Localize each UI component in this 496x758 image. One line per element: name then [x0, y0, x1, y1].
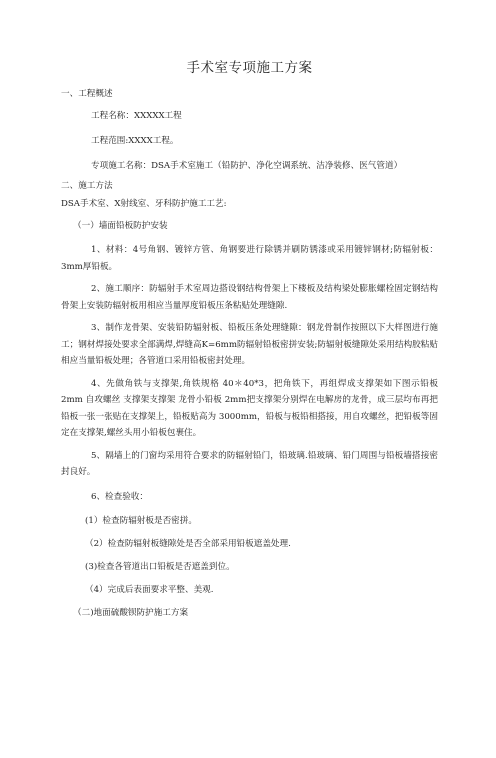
check-item-3: (3)检查各管道出口铅板是否遮盖到位。 [85, 562, 235, 572]
check-item-2: （2）检查防辐射板缝隙处是否全部采用铅板遮盖处理. [85, 539, 291, 549]
paragraph-sequence: 2、施工顺序：防辐射手术室周边搭设钢结构骨架上下楼板及结构梁处膨胀螺栓固定钢结构骨架上安装防辐射板用相应当量厚度铅板压条粘贴处理缝隙. [61, 284, 438, 311]
document-title: 手术室专项施工方案 [186, 60, 313, 76]
subsection-heading-wall-lead: （一）墙面铅板防护安装 [73, 221, 168, 231]
method-intro-line: DSA手术室、X射线室、牙科防护施工工艺: [61, 199, 227, 209]
check-item-4: （4）完成后表面要求平整、美观. [85, 585, 214, 595]
project-scope-line: 工程范围:XXXX工程。 [91, 136, 179, 146]
document-page [0, 56, 496, 758]
paragraph-materials: 1、材料：4号角钢、镀锌方管、角钢要进行除锈并刷防锈漆或采用镀锌钢材;防辐射板：3mm厚铅板。 [61, 245, 438, 272]
paragraph-framing: 3、制作龙骨架、安装铅防辐射板、铅板压条处理缝隙：钢龙骨制作按照以下大样图进行施工；钢材焊接处要求全部满焊,焊缝高K=6mm防辐射铅板密拼安装;防辐射板缝隙处采用结构胶粘贴相应当量铅板处理；各管道口采用铅板密封处理。 [61, 323, 438, 366]
special-construction-line: 专项施工名称：DSA手术室施工（铅防护、净化空调系统、洁净装修、医气管道） [91, 161, 403, 171]
paragraph-support-frame: 4、先做角铁与支撑架,角铁规格 40＊40*3，把角铁下，再组焊成支撑架如下图示铅板2mm 自攻螺丝 支撑架支撑架 龙骨小铅板 2mm把支撑架分别焊在电解房的龙骨，成三层均布再把铅板一张一张贴在支撑架上，铅板贴高为 3000mm，铅板与板铅相搭接，用自攻螺丝，把铅板等固定在支撑架,螺丝头用小铅板包裹住。 [61, 378, 438, 438]
subsection-heading-floor-barium: （二)地面硫酸钡防护施工方案 [73, 608, 189, 618]
project-name-line: 工程名称：XXXXX工程 [91, 111, 182, 121]
check-item-1: (1）检查防辐射板是否密拼。 [85, 516, 197, 526]
paragraph-doors-windows: 5、隔墙上的门窗均采用符合要求的防辐射铅门，铅玻璃.铅玻璃、铅门周围与铅板墙搭接密封良好。 [61, 450, 438, 477]
section-heading-method: 二、施工方法 [61, 181, 113, 191]
section-heading-overview: 一、工程概述 [61, 89, 113, 99]
paragraph-inspection: 6、检查验收： [91, 491, 149, 502]
